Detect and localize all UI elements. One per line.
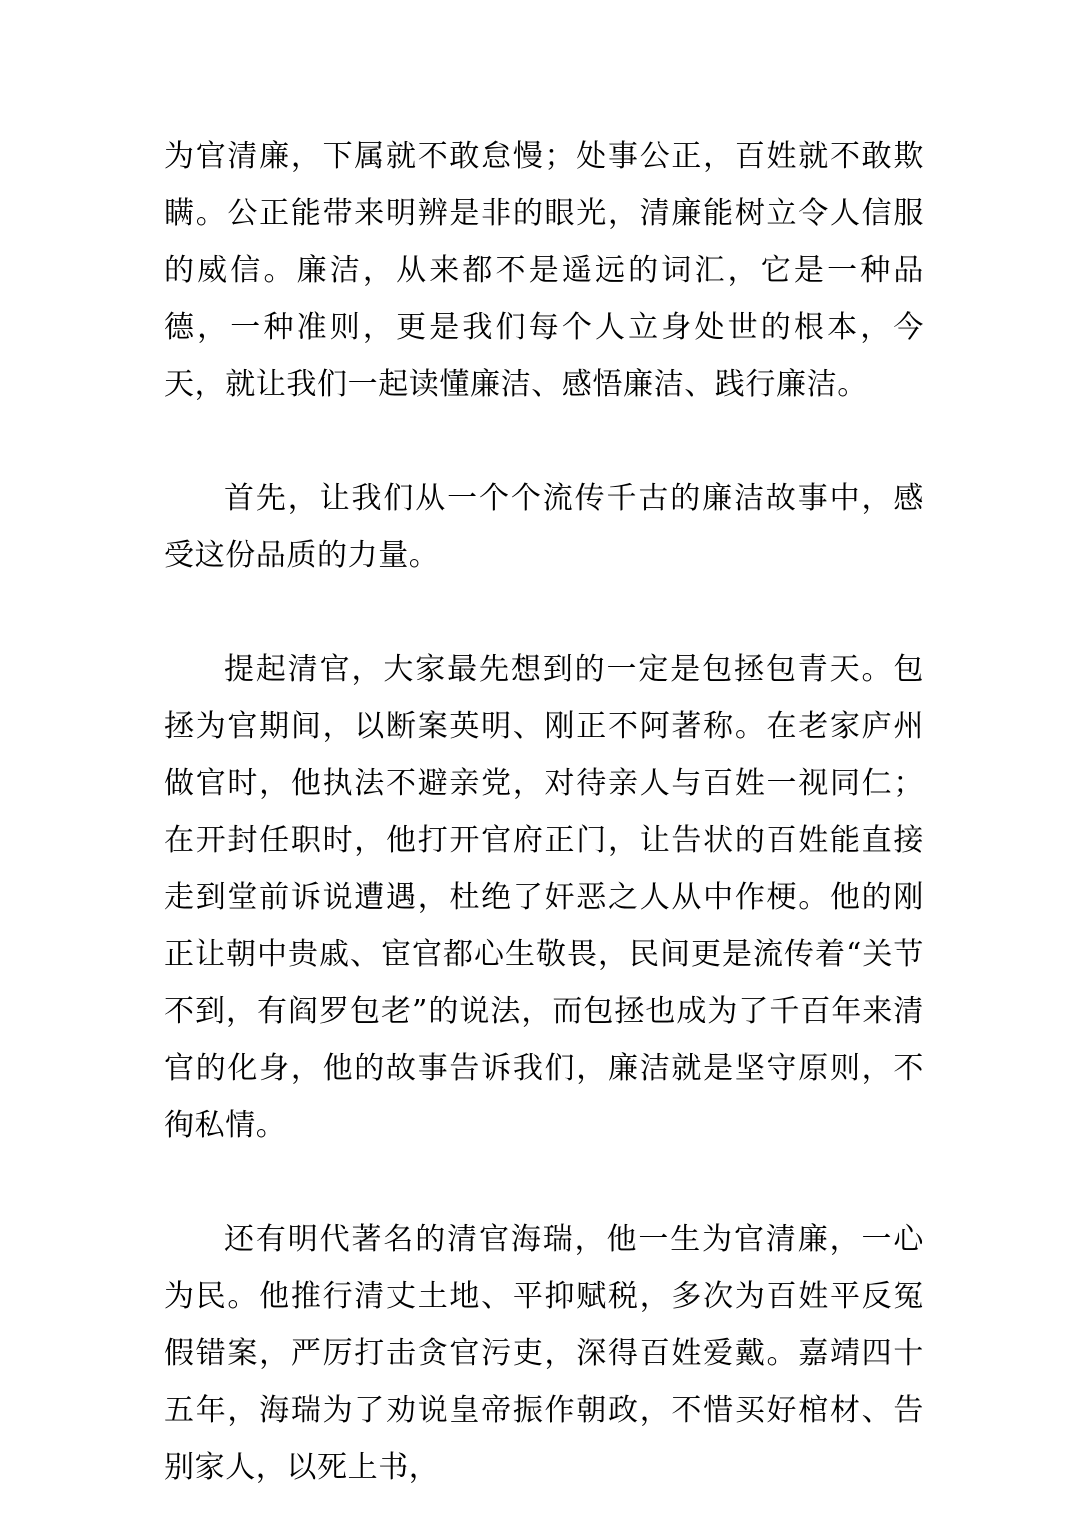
- paragraph-hai-rui: 还有明代著名的清官海瑞，他一生为官清廉，一心为民。他推行清丈土地、平抑赋税，多次为百姓平反冤假错案，严厉打击贪官污吏，深得百姓爱戴。嘉靖四十五年，海瑞为了劝说皇帝振作朝政，不惜买好棺材、告别家人，以死上书，: [164, 1222, 924, 1485]
- paragraph-bao-zheng: 提起清官，大家最先想到的一定是包拯包青天。包拯为官期间，以断案英明、刚正不阿著称。在老家庐州做官时，他执法不避亲党，对待亲人与百姓一视同仁；在开封任职时，他打开官府正门，让告状的百姓能直接走到堂前诉说遭遇，杜绝了奸恶之人从中作梗。他的刚正让朝中贵戚、宦官都心生敬畏，民间更是流传着“关节不到，有阎罗包老”的说法，而包拯也成为了千百年来清官的化身，他的故事告诉我们，廉洁就是坚守原则，不徇私情。: [164, 652, 924, 1143]
- paragraph-stories-intro: 首先，让我们从一个个流传千古的廉洁故事中，感受这份品质的力量。: [164, 481, 924, 573]
- paragraph-intro: 为官清廉，下属就不敢怠慢；处事公正，百姓就不敢欺瞒。公正能带来明辨是非的眼光，清廉能树立令人信服的威信。廉洁，从来都不是遥远的词汇，它是一种品德，一种准则，更是我们每个人立身处世的根本，今天，就让我们一起读懂廉洁、感悟廉洁、践行廉洁。: [164, 139, 924, 402]
- document-body: [164, 128, 924, 1496]
